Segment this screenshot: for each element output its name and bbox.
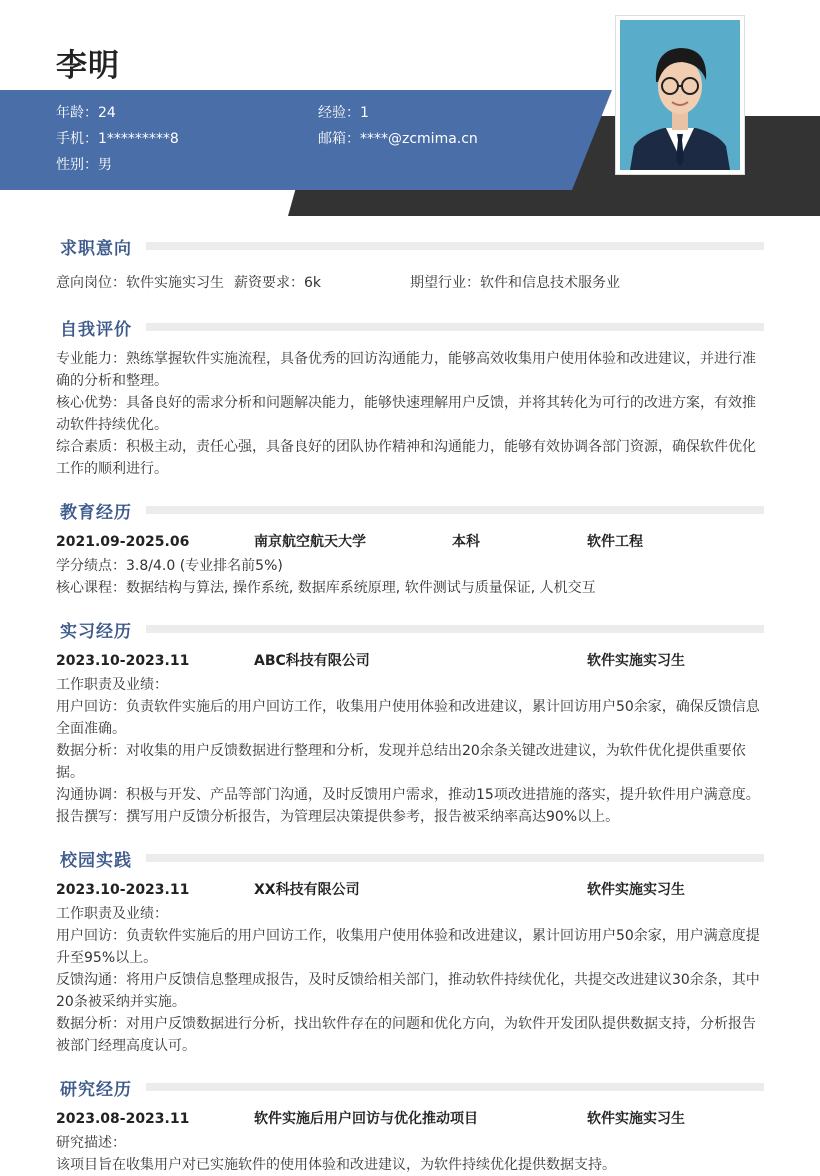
campus-header-row	[56, 879, 766, 901]
section-title-education: 教育经历	[60, 498, 142, 523]
education-school: 南京航空航天大学	[254, 534, 366, 550]
self-eval-line: 综合素质：积极主动，责任心强，具备良好的团队协作精神和沟通能力，能够有效协调各部门资源，确保软件优化工作的顺利进行。	[56, 439, 756, 477]
section-title-self: 自我评价	[60, 315, 142, 340]
internship-role: 软件实施实习生	[587, 653, 685, 669]
internship-line: 用户回访：负责软件实施后的用户回访工作，收集用户使用体验和改进建议，累计回访用户50余家，确保反馈信息全面准确。	[56, 699, 760, 737]
internship-line: 数据分析：对收集的用户反馈数据进行整理和分析，发现并总结出20余条关键改进建议，为软件优化提供重要依据。	[56, 743, 746, 781]
profile-photo	[620, 20, 740, 170]
section-divider	[146, 1083, 764, 1091]
education-major: 软件工程	[587, 534, 643, 550]
section-divider	[146, 506, 764, 514]
internship-header-row	[56, 650, 766, 672]
internship-period: 2023.10-2023.11	[56, 653, 190, 669]
phone-info: 手机：1*********8	[56, 131, 179, 147]
education-gpa: 学分绩点：3.8/4.0 (专业排名前5%)	[56, 558, 283, 574]
education-degree: 本科	[452, 534, 480, 550]
campus-role: 软件实施实习生	[587, 882, 685, 898]
research-line: 研究描述：	[56, 1135, 126, 1151]
section-title-campus: 校园实践	[60, 846, 142, 871]
section-divider	[146, 625, 764, 633]
age-info: 年龄：24	[56, 105, 116, 121]
campus-line: 工作职责及业绩：	[56, 906, 168, 922]
intent-industry: 期望行业：软件和信息技术服务业	[410, 275, 620, 291]
campus-period: 2023.10-2023.11	[56, 882, 190, 898]
research-line: 该项目旨在收集用户对已实施软件的使用体验和改进建议，为软件持续优化提供数据支持。	[56, 1157, 616, 1173]
campus-line: 反馈沟通：将用户反馈信息整理成报告，及时反馈给相关部门，推动软件持续优化，共提交改进建议30余条，其中20条被采纳并实施。	[56, 972, 760, 1010]
research-role: 软件实施实习生	[587, 1111, 685, 1127]
experience-info: 经验：1	[318, 105, 369, 121]
research-project: 软件实施后用户回访与优化推动项目	[254, 1111, 478, 1127]
candidate-name: 李明	[56, 48, 120, 84]
education-header-row	[56, 531, 766, 553]
research-period: 2023.08-2023.11	[56, 1111, 190, 1127]
research-header-row	[56, 1108, 766, 1130]
intent-salary: 薪资要求：6k	[234, 275, 322, 291]
section-title-internship: 实习经历	[60, 617, 142, 642]
education-courses: 核心课程：数据结构与算法, 操作系统, 数据库系统原理, 软件测试与质量保证, 人机交互	[56, 580, 596, 596]
section-title-intent: 求职意向	[60, 234, 142, 259]
self-eval-line: 核心优势：具备良好的需求分析和问题解决能力，能够快速理解用户反馈，并将其转化为可行的改进方案，有效推动软件持续优化。	[56, 395, 756, 433]
gender-info: 性别：男	[56, 157, 112, 173]
internship-line: 报告撰写：撰写用户反馈分析报告，为管理层决策提供参考，报告被采纳率高达90%以上。	[56, 809, 620, 825]
internship-company: ABC科技有限公司	[254, 653, 370, 669]
email-info: 邮箱：****@zcmima.cn	[318, 131, 478, 147]
education-period: 2021.09-2025.06	[56, 534, 190, 550]
campus-line: 用户回访：负责软件实施后的用户回访工作，收集用户使用体验和改进建议，累计回访用户50余家，用户满意度提升至95%以上。	[56, 928, 760, 966]
section-divider	[146, 323, 764, 331]
section-divider	[146, 854, 764, 862]
section-title-research: 研究经历	[60, 1075, 142, 1100]
section-divider	[146, 242, 764, 250]
campus-line: 数据分析：对用户反馈数据进行分析，找出软件存在的问题和优化方向，为软件开发团队提供数据支持，分析报告被部门经理高度认可。	[56, 1016, 756, 1054]
profile-photo-frame	[616, 16, 744, 174]
internship-line: 沟通协调：积极与开发、产品等部门沟通，及时反馈用户需求，推动15项改进措施的落实，提升软件用户满意度。	[56, 787, 760, 803]
intent-position: 意向岗位：软件实施实习生	[56, 275, 224, 291]
internship-line: 工作职责及业绩：	[56, 677, 168, 693]
campus-company: XX科技有限公司	[254, 882, 360, 898]
self-eval-line: 专业能力：熟练掌握软件实施流程，具备优秀的回访沟通能力，能够高效收集用户使用体验和改进建议，并进行准确的分析和整理。	[56, 351, 756, 389]
